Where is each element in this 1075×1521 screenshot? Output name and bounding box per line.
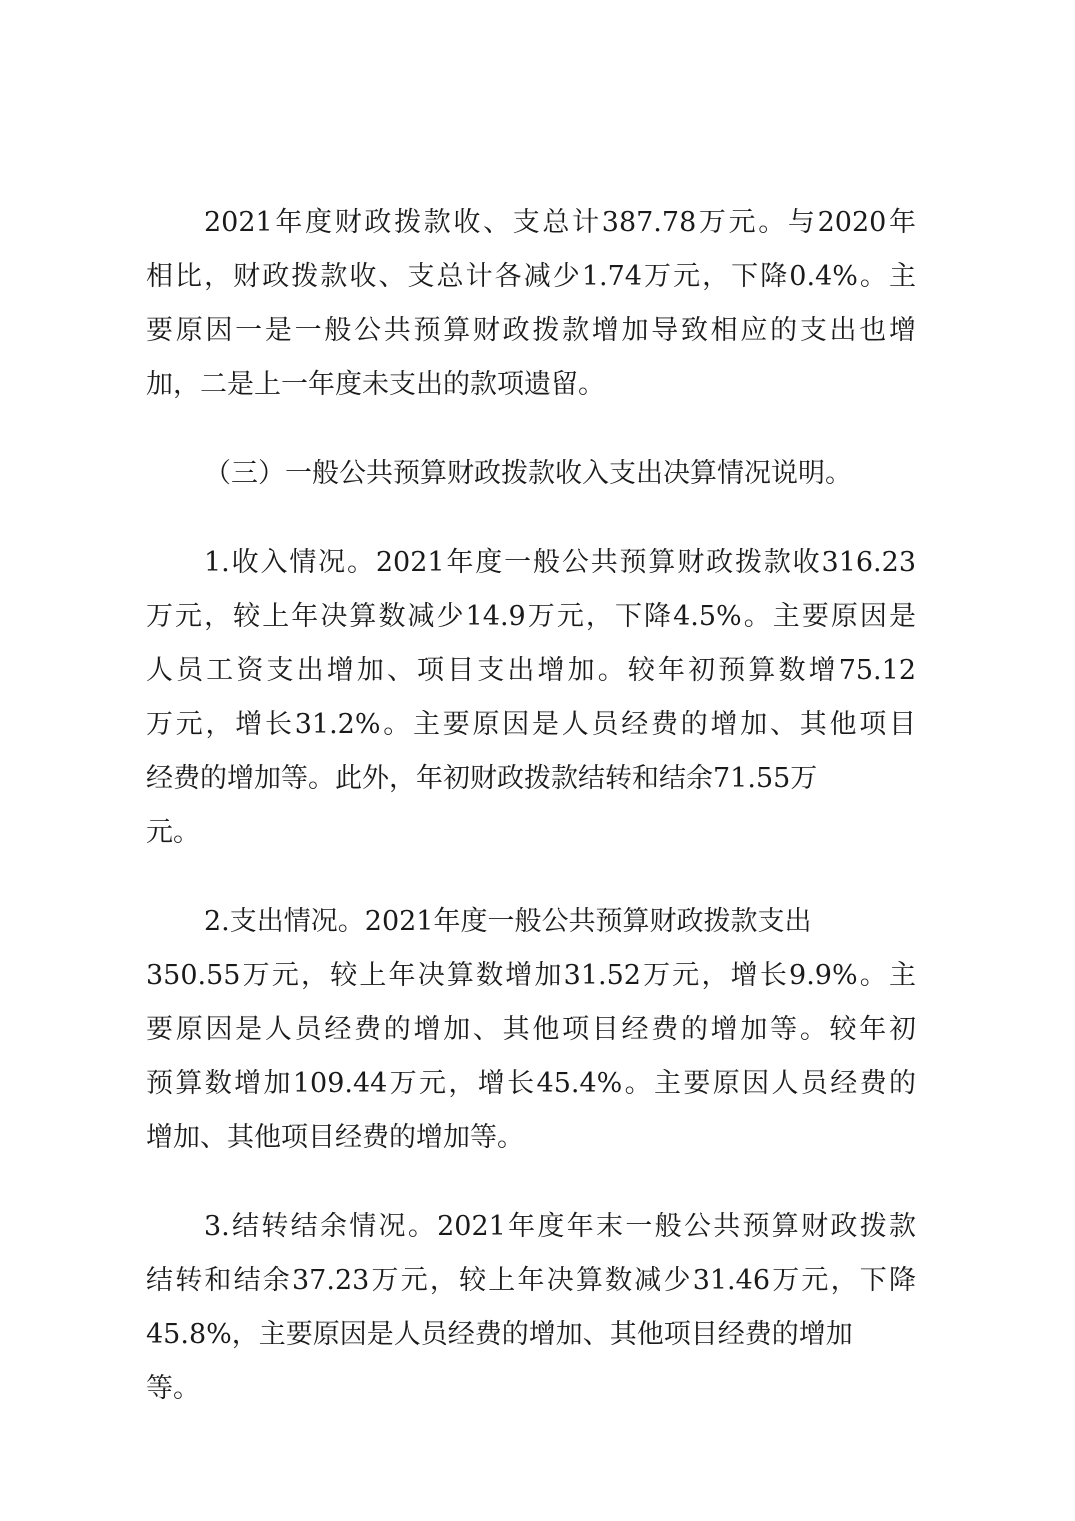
paragraph-line: 增加、其他项目经费的增加等。 xyxy=(146,1122,524,1153)
section-heading xyxy=(146,447,916,501)
paragraph-line: 相比，财政拨款收、支总计各减少1.74万元，下降0.4%。主 xyxy=(146,261,916,292)
paragraph-line: 预算数增加109.44万元，增长45.4%。主要原因人员经费的 xyxy=(146,1068,916,1099)
paragraph-line: 2.支出情况。2021年度一般公共预算财政拨款支出 xyxy=(204,906,812,937)
section-heading-text: （三）一般公共预算财政拨款收入支出决算情况说明。 xyxy=(204,458,852,489)
paragraph-balance xyxy=(146,1200,916,1416)
paragraph-expense xyxy=(146,895,916,1165)
paragraph-line: 结转和结余37.23万元，较上年决算数减少31.46万元，下降 xyxy=(146,1265,916,1296)
paragraph-total-summary xyxy=(146,196,916,412)
paragraph-line: 万元，较上年决算数减少14.9万元，下降4.5%。主要原因是 xyxy=(146,601,916,632)
paragraph-line: 经费的增加等。此外，年初财政拨款结转和结余71.55万 xyxy=(146,763,818,794)
paragraph-line: 45.8%，主要原因是人员经费的增加、其他项目经费的增加 xyxy=(146,1319,853,1350)
paragraph-line: 要原因是人员经费的增加、其他项目经费的增加等。较年初 xyxy=(146,1014,916,1045)
paragraph-line: 元。 xyxy=(146,817,200,848)
paragraph-line: 1.收入情况。2021年度一般公共预算财政拨款收316.23 xyxy=(204,547,916,578)
paragraph-line: 2021年度财政拨款收、支总计387.78万元。与2020年 xyxy=(204,207,916,238)
paragraph-line: 加，二是上一年度未支出的款项遗留。 xyxy=(146,369,605,400)
paragraph-line: 3.结转结余情况。2021年度年末一般公共预算财政拨款 xyxy=(204,1211,916,1242)
paragraph-line: 要原因一是一般公共预算财政拨款增加导致相应的支出也增 xyxy=(146,315,916,346)
paragraph-income xyxy=(146,536,916,860)
paragraph-line: 人员工资支出增加、项目支出增加。较年初预算数增75.12 xyxy=(146,655,916,686)
paragraph-line: 等。 xyxy=(146,1373,200,1404)
paragraph-line: 350.55万元，较上年决算数增加31.52万元，增长9.9%。主 xyxy=(146,960,916,991)
paragraph-line: 万元，增长31.2%。主要原因是人员经费的增加、其他项目 xyxy=(146,709,916,740)
document-body xyxy=(146,196,916,1451)
